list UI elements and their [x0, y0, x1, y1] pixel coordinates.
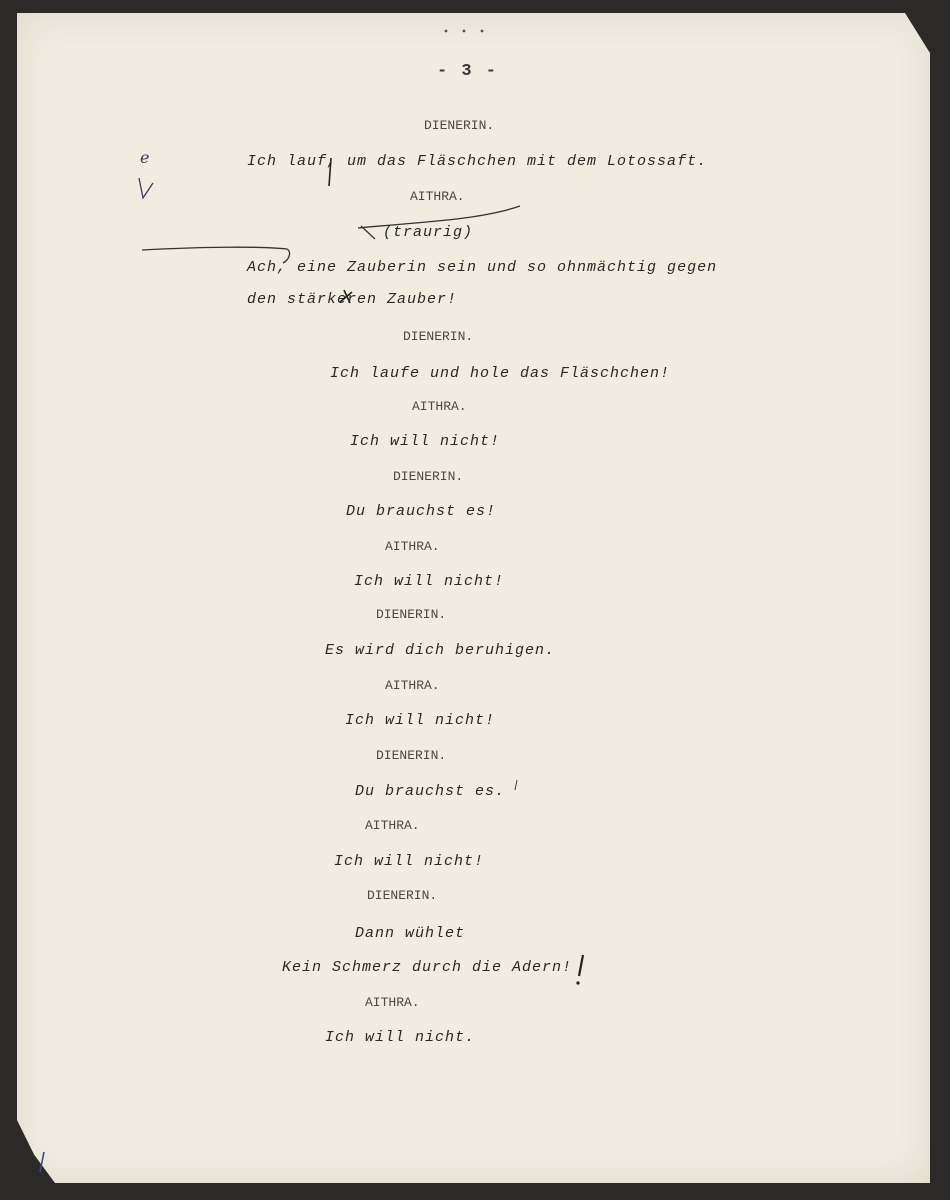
- dialogue-line: Ich will nicht!: [334, 853, 485, 870]
- speaker-line: AITHRA.: [410, 189, 465, 204]
- speaker-line: DIENERIN.: [376, 748, 447, 763]
- speaker-line: AITHRA.: [365, 995, 420, 1010]
- speaker-line: AITHRA.: [385, 539, 440, 554]
- margin-annotation: e: [140, 148, 150, 167]
- speaker-line: AITHRA.: [412, 399, 467, 414]
- dialogue-line: Du brauchst es!: [346, 503, 497, 520]
- dialogue-line: Kein Schmerz durch die Adern!: [282, 959, 573, 976]
- speaker-line: DIENERIN.: [393, 469, 464, 484]
- stage-direction: (traurig): [383, 224, 474, 241]
- dialogue-line: Ich will nicht.: [325, 1029, 476, 1046]
- speaker-line: DIENERIN.: [367, 888, 438, 903]
- dialogue-line: Du brauchst es.: [355, 783, 506, 800]
- dialogue-line: Ich laufe und hole das Fläschchen!: [330, 365, 671, 382]
- dialogue-line: Ach, eine Zauberin sein und so ohnmächtig gegen: [247, 259, 718, 276]
- dialogue-line: Es wird dich beruhigen.: [325, 642, 556, 659]
- dialogue-line: den stärkeren Zauber!: [247, 291, 458, 308]
- speaker-line: DIENERIN.: [424, 118, 495, 133]
- speaker-line: AITHRA.: [385, 678, 440, 693]
- dialogue-line: Ich will nicht!: [345, 712, 496, 729]
- dialogue-line: Dann wühlet: [355, 925, 466, 942]
- dialogue-line: Ich lauf, um das Fläschchen mit dem Lotossaft.: [247, 153, 708, 170]
- speaker-line: DIENERIN.: [403, 329, 474, 344]
- speaker-line: AITHRA.: [365, 818, 420, 833]
- dialogue-line: Ich will nicht!: [354, 573, 505, 590]
- page-number: - 3 -: [437, 62, 499, 81]
- dialogue-line: Ich will nicht!: [350, 433, 501, 450]
- speaker-line: DIENERIN.: [376, 607, 447, 622]
